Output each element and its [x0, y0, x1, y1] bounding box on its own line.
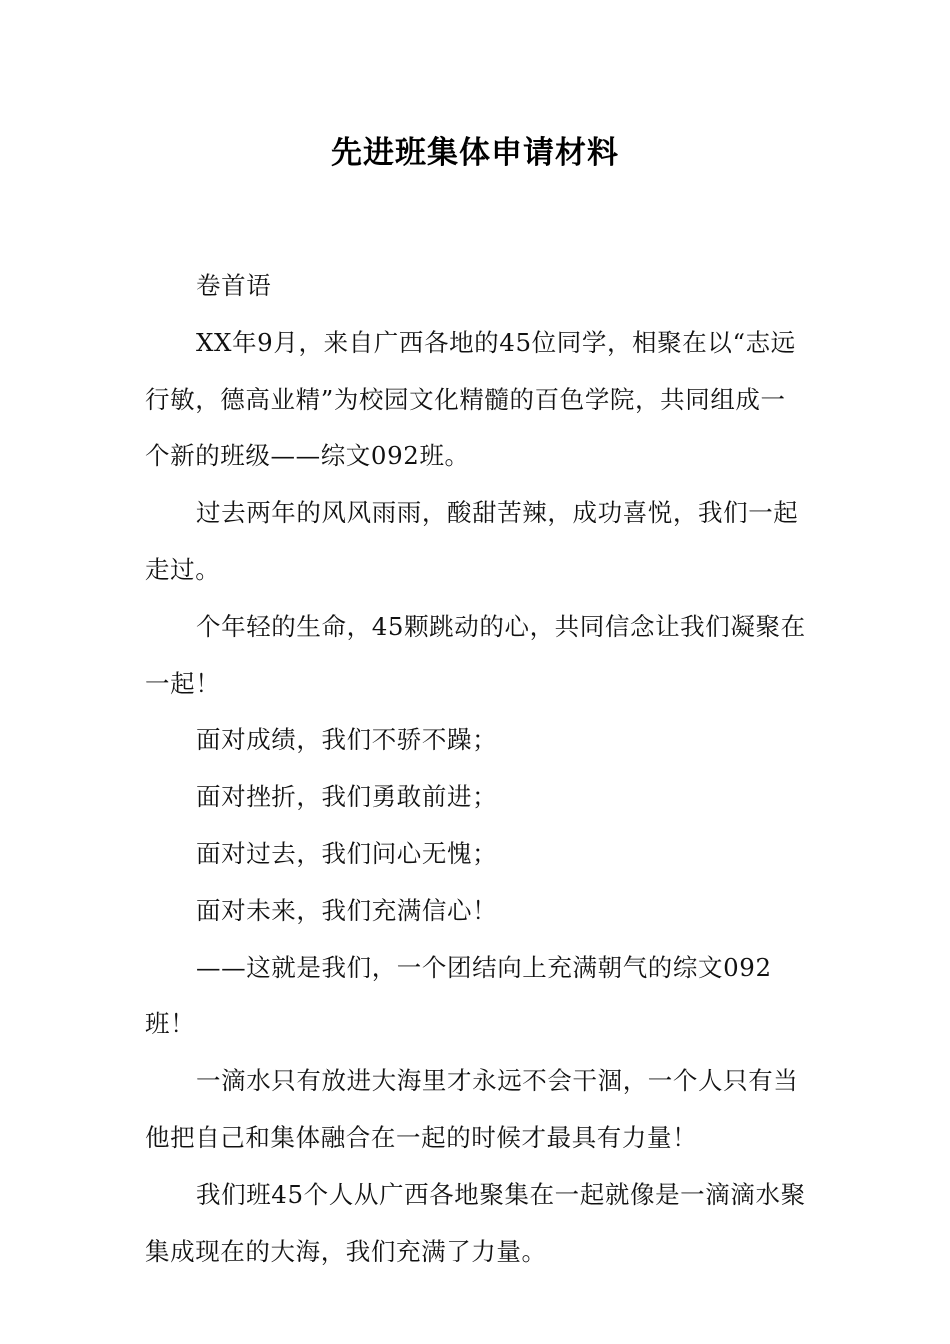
paragraph-facing-achievements: 面对成绩，我们不骄不躁； — [196, 725, 498, 755]
document-body — [145, 258, 810, 1280]
paragraph-this-is-us: ——这就是我们，一个团结向上充满朝气的综文092班！ — [145, 952, 772, 1039]
paragraph-preface-heading: 卷首语 — [196, 271, 272, 300]
paragraph-our-class-strength: 我们班45个人从广西各地聚集在一起就像是一滴滴水聚集成现在的大海，我们充满了力量。 — [145, 1179, 806, 1266]
paragraph-facing-past: 面对过去，我们问心无愧； — [196, 838, 498, 868]
paragraph-facing-setbacks: 面对挫折，我们勇敢前进； — [196, 782, 498, 812]
paragraph-class-intro: XX年9月，来自广西各地的45位同学，相聚在以“志远行敏，德高业精”为校园文化精髓的百色学院，共同组成一个新的班级——综文092班。 — [145, 327, 796, 471]
paragraph-drop-of-water: 一滴水只有放进大海里才永远不会干涸，一个人只有当他把自己和集体融合在一起的时候才最具有力量！ — [145, 1066, 799, 1152]
paragraph-united-hearts: 个年轻的生命，45颗跳动的心，共同信念让我们凝聚在一起！ — [145, 611, 806, 698]
paragraph-two-years: 过去两年的风风雨雨，酸甜苦辣，成功喜悦，我们一起走过。 — [145, 498, 799, 584]
document-title: 先进班集体申请材料 — [331, 135, 619, 171]
paragraph-facing-future: 面对未来，我们充满信心！ — [196, 895, 498, 925]
